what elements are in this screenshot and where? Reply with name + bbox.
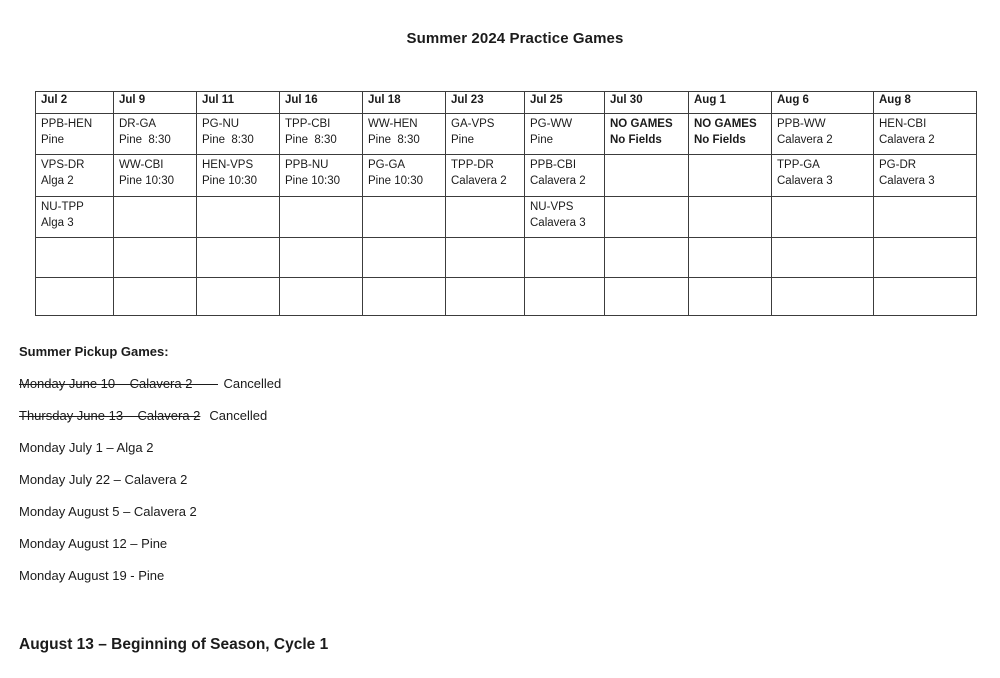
schedule-cell bbox=[280, 238, 363, 278]
schedule-col-header: Jul 16 bbox=[280, 92, 363, 114]
schedule-cell-line: PG-WW bbox=[530, 118, 573, 130]
schedule-col-header: Jul 18 bbox=[363, 92, 446, 114]
schedule-cell-line: PG-DR bbox=[879, 159, 917, 171]
schedule-cell-line: Pine bbox=[530, 134, 554, 146]
schedule-cell bbox=[605, 155, 689, 197]
schedule-cell-line: Calavera 2 bbox=[777, 134, 833, 146]
schedule-cell bbox=[446, 114, 525, 155]
pickup-item-text: Monday August 12 – Pine bbox=[19, 536, 168, 551]
schedule-cell-line: Pine 8:30 bbox=[119, 134, 171, 146]
schedule-cell bbox=[363, 197, 446, 238]
schedule-cell bbox=[280, 197, 363, 238]
schedule-cell bbox=[36, 155, 114, 197]
pickup-games-heading: Summer Pickup Games: bbox=[19, 344, 169, 359]
schedule-cell-line: PG-GA bbox=[368, 159, 406, 171]
schedule-col-header: Jul 25 bbox=[525, 92, 605, 114]
schedule-cell bbox=[36, 238, 114, 278]
pickup-item bbox=[19, 536, 281, 552]
schedule-header-row bbox=[36, 92, 977, 114]
schedule-cell-line: HEN-VPS bbox=[202, 159, 254, 171]
schedule-cell bbox=[605, 114, 689, 155]
pickup-item bbox=[19, 408, 281, 424]
schedule-cell bbox=[525, 155, 605, 197]
schedule-cell bbox=[605, 238, 689, 278]
schedule-cell bbox=[363, 278, 446, 316]
pickup-item-text: Monday August 5 – Calavera 2 bbox=[19, 504, 197, 519]
schedule-cell-line: PPB-HEN bbox=[41, 118, 93, 130]
schedule-row bbox=[36, 155, 977, 197]
schedule-table bbox=[35, 91, 977, 316]
schedule-cell bbox=[874, 278, 977, 316]
schedule-cell bbox=[446, 238, 525, 278]
pickup-item bbox=[19, 472, 281, 488]
schedule-cell bbox=[114, 238, 197, 278]
pickup-item bbox=[19, 440, 281, 456]
schedule-row bbox=[36, 114, 977, 155]
schedule-cell bbox=[197, 278, 280, 316]
schedule-col-header: Jul 23 bbox=[446, 92, 525, 114]
schedule-cell bbox=[525, 238, 605, 278]
schedule-cell bbox=[772, 155, 874, 197]
schedule-col-header: Aug 8 bbox=[874, 92, 977, 114]
schedule-cell-line: Pine 10:30 bbox=[202, 175, 257, 187]
pickup-item-text: Thursday June 13 – Calavera 2 bbox=[19, 408, 201, 423]
document-title: Summer 2024 Practice Games bbox=[406, 30, 624, 47]
schedule-cell bbox=[874, 238, 977, 278]
schedule-cell bbox=[605, 197, 689, 238]
schedule-col-header: Jul 30 bbox=[605, 92, 689, 114]
pickup-games-section bbox=[19, 344, 281, 600]
schedule-cell bbox=[36, 278, 114, 316]
schedule-cell-line: Calavera 3 bbox=[530, 217, 586, 229]
schedule-cell bbox=[605, 278, 689, 316]
schedule-cell-line: Pine bbox=[41, 134, 65, 146]
schedule-cell-line: PPB-CBI bbox=[530, 159, 577, 171]
schedule-cell-line: Calavera 2 bbox=[530, 175, 586, 187]
schedule-cell-line: No Fields bbox=[610, 134, 662, 146]
schedule-cell-line: GA-VPS bbox=[451, 118, 495, 130]
pickup-item-text: Monday July 1 – Alga 2 bbox=[19, 440, 154, 455]
schedule-cell-line: Alga 2 bbox=[41, 175, 74, 187]
schedule-cell bbox=[525, 278, 605, 316]
schedule-col-header: Jul 11 bbox=[197, 92, 280, 114]
schedule-cell bbox=[114, 114, 197, 155]
schedule-cell-line: Pine 10:30 bbox=[368, 175, 423, 187]
schedule-cell bbox=[36, 114, 114, 155]
schedule-cell bbox=[280, 278, 363, 316]
schedule-cell-line: Pine 8:30 bbox=[202, 134, 254, 146]
schedule-cell bbox=[772, 278, 874, 316]
pickup-item bbox=[19, 376, 281, 392]
schedule-cell-line: PPB-NU bbox=[285, 159, 329, 171]
schedule-cell-line: Pine bbox=[451, 134, 475, 146]
schedule-cell bbox=[689, 238, 772, 278]
schedule-cell bbox=[689, 155, 772, 197]
schedule-cell bbox=[363, 155, 446, 197]
schedule-cell bbox=[363, 114, 446, 155]
schedule-cell bbox=[280, 114, 363, 155]
schedule-cell-line: Pine 10:30 bbox=[119, 175, 174, 187]
schedule-cell-line: DR-GA bbox=[119, 118, 157, 130]
schedule-row bbox=[36, 278, 977, 316]
schedule-cell-line: PPB-WW bbox=[777, 118, 826, 130]
season-start-note: August 13 – Beginning of Season, Cycle 1 bbox=[19, 636, 329, 653]
schedule-cell bbox=[874, 114, 977, 155]
cancelled-label: Cancelled bbox=[223, 376, 282, 391]
schedule-cell bbox=[525, 197, 605, 238]
schedule-cell-line: PG-NU bbox=[202, 118, 240, 130]
schedule-cell bbox=[114, 197, 197, 238]
schedule-cell-line: NU-VPS bbox=[530, 201, 574, 213]
schedule-cell bbox=[197, 197, 280, 238]
pickup-item-text: Monday June 10 – Calavera 2 bbox=[19, 376, 193, 391]
schedule-cell-line: Calavera 2 bbox=[451, 175, 507, 187]
schedule-cell-line: TPP-CBI bbox=[285, 118, 331, 130]
schedule-col-header: Jul 2 bbox=[36, 92, 114, 114]
schedule-cell bbox=[36, 197, 114, 238]
schedule-cell-line: NU-TPP bbox=[41, 201, 84, 213]
schedule-col-header: Aug 6 bbox=[772, 92, 874, 114]
schedule-cell-line: TPP-GA bbox=[777, 159, 820, 171]
cancelled-label: Cancelled bbox=[209, 408, 268, 423]
schedule-cell bbox=[874, 197, 977, 238]
schedule-row bbox=[36, 197, 977, 238]
schedule-cell-line: TPP-DR bbox=[451, 159, 494, 171]
pickup-games-list bbox=[19, 376, 281, 584]
schedule-cell bbox=[114, 278, 197, 316]
schedule-cell bbox=[446, 278, 525, 316]
schedule-cell bbox=[280, 155, 363, 197]
schedule-col-header: Aug 1 bbox=[689, 92, 772, 114]
schedule-cell-line: Calavera 2 bbox=[879, 134, 935, 146]
pickup-item bbox=[19, 504, 281, 520]
schedule-cell-line: NO GAMES bbox=[610, 118, 673, 130]
schedule-cell-line: VPS-DR bbox=[41, 159, 85, 171]
schedule-cell bbox=[772, 114, 874, 155]
schedule-cell-line: WW-HEN bbox=[368, 118, 418, 130]
schedule-table-body bbox=[36, 114, 977, 316]
strikethrough-extension bbox=[192, 384, 218, 385]
schedule-cell bbox=[446, 197, 525, 238]
schedule-cell-line: No Fields bbox=[694, 134, 746, 146]
schedule-cell bbox=[197, 155, 280, 197]
schedule-cell-line: Pine 10:30 bbox=[285, 175, 340, 187]
schedule-cell bbox=[874, 155, 977, 197]
schedule-cell bbox=[772, 197, 874, 238]
schedule-cell bbox=[525, 114, 605, 155]
schedule-cell bbox=[446, 155, 525, 197]
schedule-row bbox=[36, 238, 977, 278]
schedule-cell bbox=[363, 238, 446, 278]
schedule-cell-line: Pine 8:30 bbox=[285, 134, 337, 146]
schedule-cell-line: Calavera 3 bbox=[777, 175, 833, 187]
schedule-cell bbox=[689, 114, 772, 155]
schedule-cell-line: WW-CBI bbox=[119, 159, 164, 171]
schedule-cell-line: Calavera 3 bbox=[879, 175, 935, 187]
schedule-cell bbox=[689, 278, 772, 316]
pickup-item-text: Monday August 19 - Pine bbox=[19, 568, 165, 583]
schedule-cell bbox=[114, 155, 197, 197]
pickup-item-text: Monday July 22 – Calavera 2 bbox=[19, 472, 188, 487]
schedule-cell-line: NO GAMES bbox=[694, 118, 757, 130]
schedule-cell bbox=[689, 197, 772, 238]
schedule-cell bbox=[197, 114, 280, 155]
schedule-cell bbox=[197, 238, 280, 278]
schedule-cell-line: Pine 8:30 bbox=[368, 134, 420, 146]
pickup-item bbox=[19, 568, 281, 584]
schedule-col-header: Jul 9 bbox=[114, 92, 197, 114]
schedule-cell-line: HEN-CBI bbox=[879, 118, 927, 130]
schedule-cell-line: Alga 3 bbox=[41, 217, 74, 229]
schedule-cell bbox=[772, 238, 874, 278]
